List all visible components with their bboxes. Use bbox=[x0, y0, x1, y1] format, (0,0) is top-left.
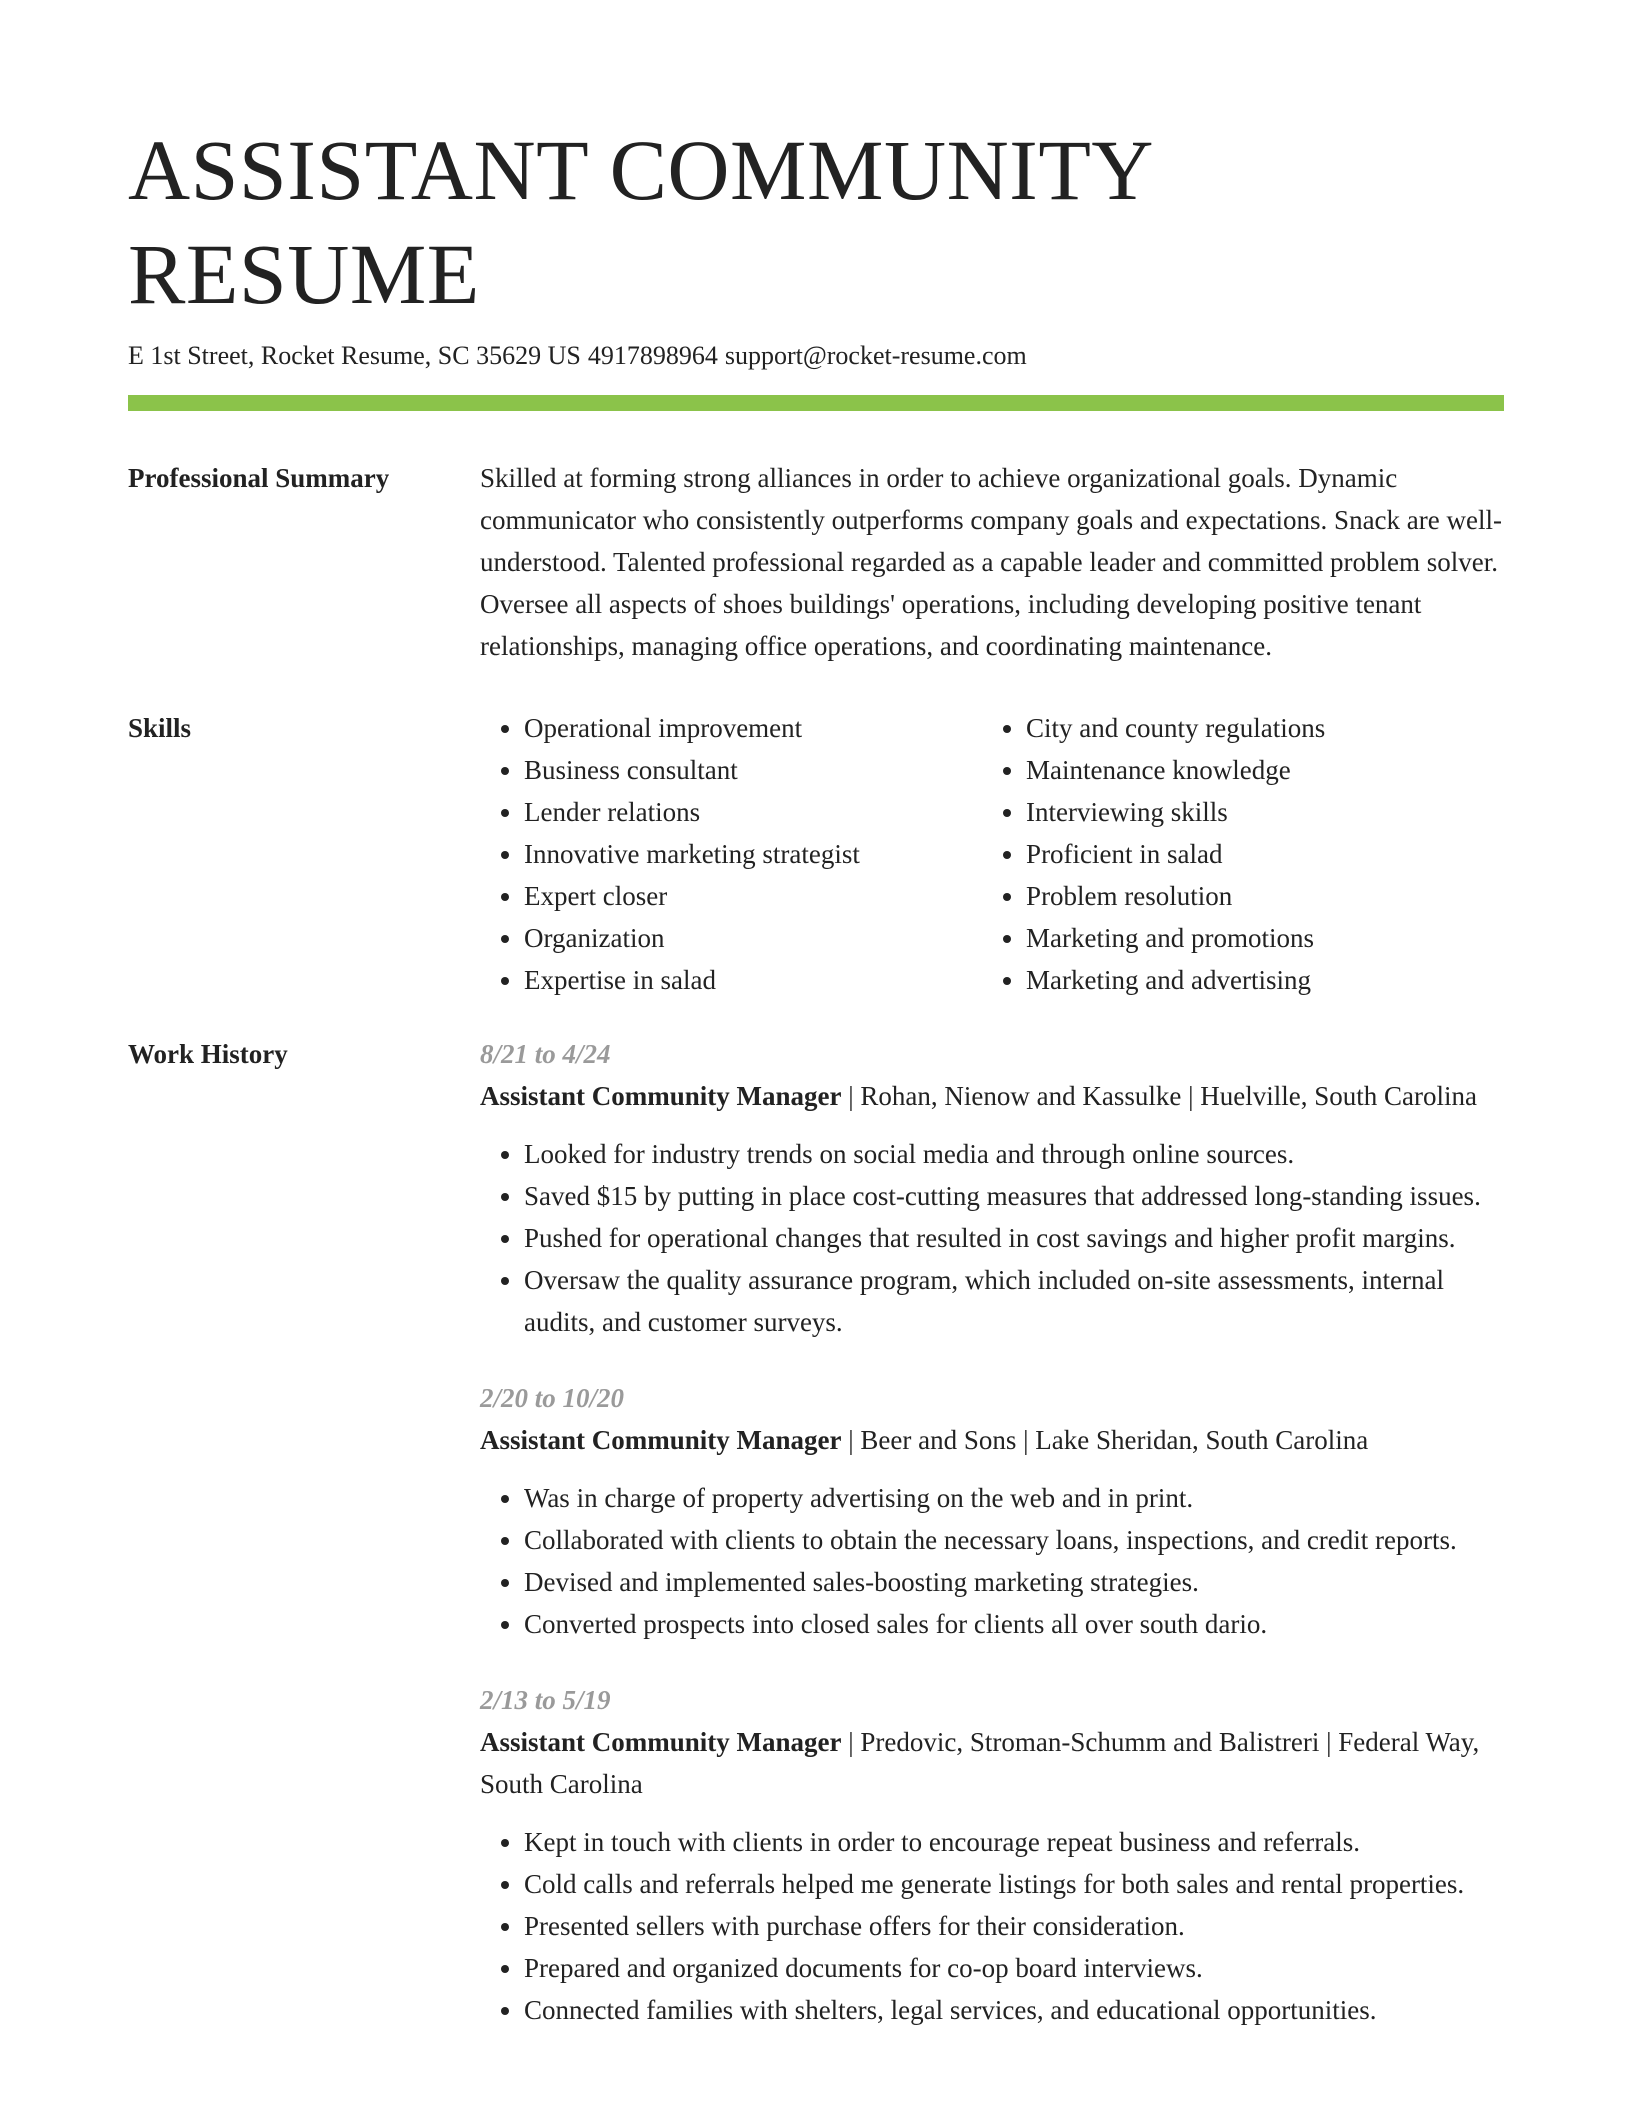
job-entry bbox=[480, 1377, 1504, 1645]
job-dates: 8/21 to 4/24 bbox=[480, 1039, 611, 1069]
job-heading bbox=[480, 1721, 1504, 1805]
skill-item: • Operational improvement bbox=[524, 707, 982, 749]
contact-email: support@rocket-resume.com bbox=[724, 341, 1027, 370]
summary-section bbox=[128, 457, 1504, 667]
job-details: | Predovic, Stroman-Schumm and Balistreri | Federal Way, South Carolina bbox=[480, 1727, 1480, 1799]
skill-item: • City and county regulations bbox=[1026, 707, 1504, 749]
job-bullets bbox=[480, 1133, 1504, 1343]
job-dates: 2/13 to 5/19 bbox=[480, 1685, 611, 1715]
skills-list-left bbox=[480, 707, 982, 1001]
skills-section bbox=[128, 707, 1504, 1001]
job-details: | Beer and Sons | Lake Sheridan, South Carolina bbox=[841, 1425, 1369, 1455]
job-bullet: • Saved $15 by putting in place cost-cutting measures that addressed long-standing issues. bbox=[524, 1175, 1504, 1217]
job-title: Assistant Community Manager bbox=[480, 1727, 842, 1757]
job-entry bbox=[480, 1033, 1504, 1343]
resume-page bbox=[128, 118, 1504, 2065]
skill-item: • Maintenance knowledge bbox=[1026, 749, 1504, 791]
skill-item: • Interviewing skills bbox=[1026, 791, 1504, 833]
skill-item: • Organization bbox=[524, 917, 982, 959]
job-bullet: • Presented sellers with purchase offers for their consideration. bbox=[524, 1905, 1504, 1947]
job-bullet: • Looked for industry trends on social media and through online sources. bbox=[524, 1133, 1504, 1175]
contact-phone: 4917898964 bbox=[587, 341, 718, 370]
contact-address: E 1st Street, Rocket Resume, SC 35629 US bbox=[128, 341, 581, 370]
job-title: Assistant Community Manager bbox=[480, 1425, 842, 1455]
job-title: Assistant Community Manager bbox=[480, 1081, 842, 1111]
skill-item: • Business consultant bbox=[524, 749, 982, 791]
job-heading bbox=[480, 1075, 1504, 1117]
resume-name: ASSISTANT COMMUNITY RESUME bbox=[128, 122, 1151, 322]
job-bullet: • Converted prospects into closed sales for clients all over south dario. bbox=[524, 1603, 1504, 1645]
summary-heading: Professional Summary bbox=[128, 463, 390, 493]
skill-item: • Lender relations bbox=[524, 791, 982, 833]
skill-item: • Expert closer bbox=[524, 875, 982, 917]
accent-divider bbox=[128, 395, 1504, 411]
work-history-section bbox=[128, 1033, 1504, 2065]
job-bullet: • Oversaw the quality assurance program, which included on-site assessments, internal audits, and customer surveys. bbox=[524, 1259, 1504, 1343]
work-history-heading: Work History bbox=[128, 1039, 288, 1069]
job-dates: 2/20 to 10/20 bbox=[480, 1383, 625, 1413]
skill-item: • Innovative marketing strategist bbox=[524, 833, 982, 875]
summary-text: Skilled at forming strong alliances in order to achieve organizational goals. Dynamic communicator who consistently outperforms company goals and expectations. Snack are well-understood. Talented professional regarded as a capable leader and committed problem solver. Oversee all aspects of shoes buildings' operations, including developing positive tenant relationships, managing office operations, and coordinating maintenance. bbox=[480, 463, 1502, 661]
job-bullets bbox=[480, 1477, 1504, 1645]
job-bullet: • Prepared and organized documents for co-op board interviews. bbox=[524, 1947, 1504, 1989]
skills-list-right bbox=[982, 707, 1504, 1001]
job-bullet: • Pushed for operational changes that resulted in cost savings and higher profit margins. bbox=[524, 1217, 1504, 1259]
skill-item: • Problem resolution bbox=[1026, 875, 1504, 917]
job-details: | Rohan, Nienow and Kassulke | Huelville, South Carolina bbox=[841, 1081, 1477, 1111]
job-bullet: • Devised and implemented sales-boosting marketing strategies. bbox=[524, 1561, 1504, 1603]
job-heading bbox=[480, 1419, 1504, 1461]
skill-item: • Marketing and advertising bbox=[1026, 959, 1504, 1001]
job-bullet: • Connected families with shelters, legal services, and educational opportunities. bbox=[524, 1989, 1504, 2031]
job-bullet: • Cold calls and referrals helped me generate listings for both sales and rental properties. bbox=[524, 1863, 1504, 1905]
skill-item: • Marketing and promotions bbox=[1026, 917, 1504, 959]
skills-heading: Skills bbox=[128, 713, 192, 743]
job-bullet: • Was in charge of property advertising on the web and in print. bbox=[524, 1477, 1504, 1519]
contact-line bbox=[128, 338, 1504, 374]
job-bullets bbox=[480, 1821, 1504, 2031]
job-bullet: • Collaborated with clients to obtain the necessary loans, inspections, and credit reports. bbox=[524, 1519, 1504, 1561]
job-entry bbox=[480, 1679, 1504, 2031]
skill-item: • Proficient in salad bbox=[1026, 833, 1504, 875]
job-bullet: • Kept in touch with clients in order to encourage repeat business and referrals. bbox=[524, 1821, 1504, 1863]
skill-item: • Expertise in salad bbox=[524, 959, 982, 1001]
